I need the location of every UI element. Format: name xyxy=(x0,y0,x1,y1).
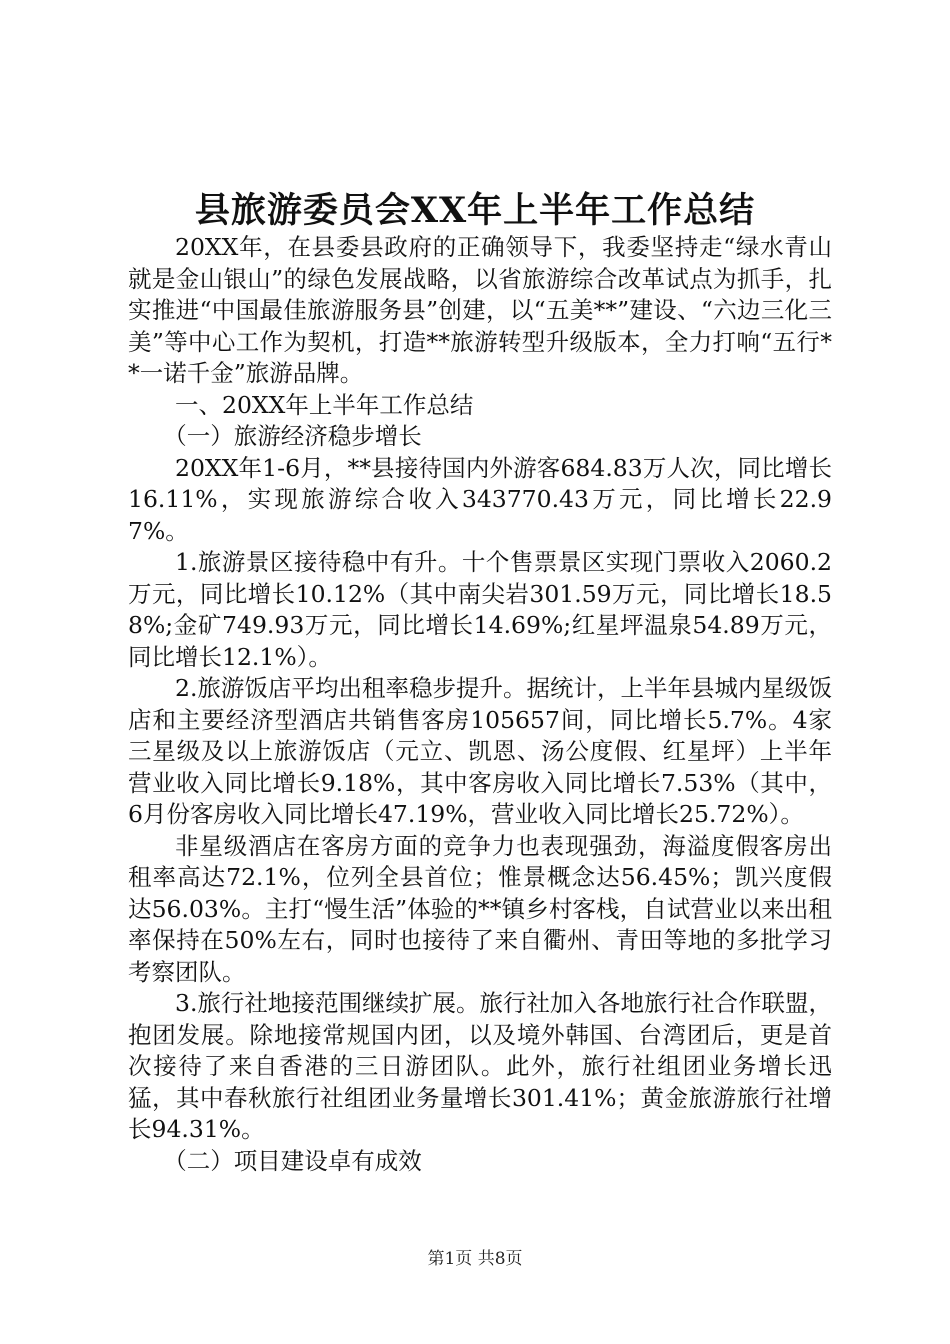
page-footer: 第1页 共8页 xyxy=(427,1249,523,1269)
section-heading-1: 一、20XX年上半年工作总结 xyxy=(175,390,474,419)
hotel-occupancy-paragraph: 2.旅游饭店平均出租率稳步提升。据统计，上半年县城内星级饭店和主要经济型酒店共销售客房105657间，同比增长5.7%。4家三星级及以上旅游饭店（元立、凯恩、汤公度假、红星坪）上半年营业收入同比增长9.18%，其中客房收入同比增长7.53%（其中，6月份客房收入同比增长47.19%，营业收入同比增长25.72%）。 xyxy=(128,674,832,828)
document-title: 县旅游委员会XX年上半年工作总结 xyxy=(194,190,756,231)
travel-agency-paragraph: 3.旅行社地接范围继续扩展。旅行社加入各地旅行社合作联盟，抱团发展。除地接常规国内团，以及境外韩国、台湾团后，更是首次接待了来自香港的三日游团队。此外，旅行社组团业务增长迅猛，其中春秋旅行社组团业务量增长301.41%；黄金旅游旅行社增长94.31%。 xyxy=(128,989,832,1143)
intro-paragraph: 20XX年，在县委县政府的正确领导下，我委坚持走“绿水青山就是金山银山”的绿色发展战略，以省旅游综合改革试点为抓手，扎实推进“中国最佳旅游服务县”创建，以“五美**”建设、“六边三化三美”等中心工作为契机，打造**旅游转型升级版本，全力打响“五行**一诺千金”旅游品牌。 xyxy=(128,233,832,387)
subsection-heading-1: （一）旅游经济稳步增长 xyxy=(163,422,422,450)
subsection-heading-2: （二）项目建设卓有成效 xyxy=(163,1146,422,1175)
document-body xyxy=(128,232,832,1177)
tourism-economy-paragraph: 20XX年1-6月，**县接待国内外游客684.83万人次，同比增长16.11%，实现旅游综合收入343770.43万元，同比增长22.97%。 xyxy=(128,453,832,545)
non-star-hotel-paragraph: 非星级酒店在客房方面的竞争力也表现强劲，海溢度假客房出租率高达72.1%，位列全县首位；惟景概念达56.45%；凯兴度假达56.03%。主打“慢生活”体验的**镇乡村客栈，自试营业以来出租率保持在50%左右，同时也接待了来自衢州、青田等地的多批学习考察团队。 xyxy=(128,831,832,986)
scenic-area-paragraph: 1.旅游景区接待稳中有升。十个售票景区实现门票收入2060.2万元，同比增长10.12%（其中南尖岩301.59万元，同比增长18.58%;金矿749.93万元，同比增长14.69%;红星坪温泉54.89万元，同比增长12.1%）。 xyxy=(128,548,832,671)
